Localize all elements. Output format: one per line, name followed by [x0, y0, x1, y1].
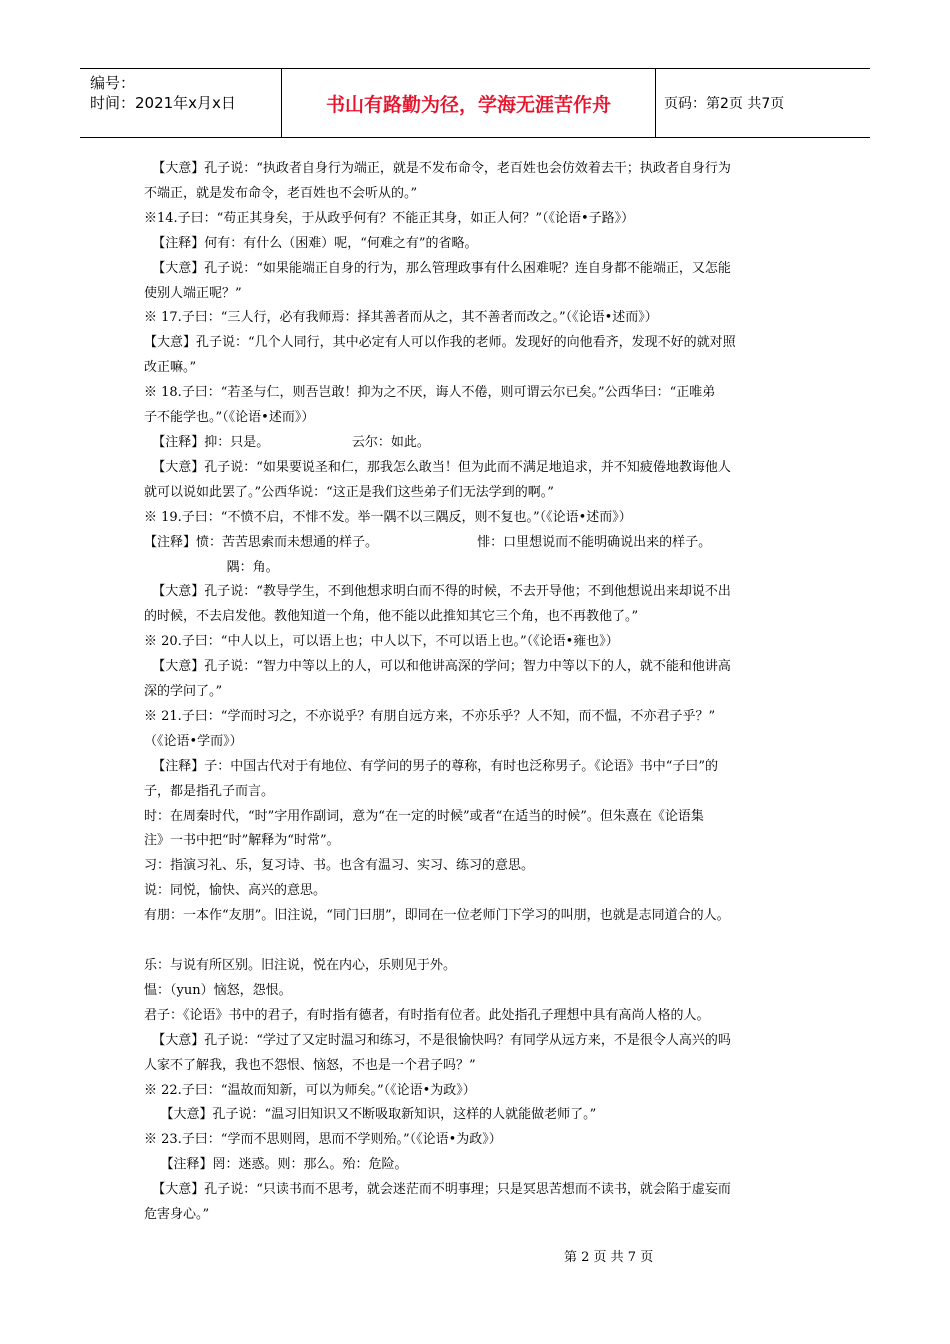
- text-line: ※ 21.子曰：“学而时习之，不亦说乎？有朋自远方来，不亦乐乎？人不知，而不愠，不亦君子乎？”: [144, 708, 716, 724]
- text-line: 就可以说如此罢了。”公西华说：“这正是我们这些弟子们无法学到的啊。”: [144, 484, 554, 500]
- header-motto-cell: [281, 69, 656, 137]
- text-line: 注》一书中把“时”解释为“时常”。: [144, 833, 340, 849]
- text-line: 隅：角。: [144, 559, 279, 575]
- text-line: ※ 23.子曰：“学而不思则罔，思而不学则殆。”（《论语•为政》）: [144, 1132, 502, 1148]
- text-line: 危害身心。”: [144, 1207, 210, 1223]
- text-line: 君子：《论语》书中的君子，有时指有德者，有时指有位者。此处指孔子理想中具有高尚人格的人。: [144, 1007, 710, 1023]
- text-line: 有朋：一本作“友朋”。旧注说，“同门曰朋”，即同在一位老师门下学习的叫朋，也就是志同道合的人。: [144, 908, 730, 924]
- text-line: 深的学问了。”: [144, 684, 223, 700]
- text-line: ※14.子曰：“苟正其身矣，于从政乎何有？不能正其身，如正人何？”（《论语•子路》）: [144, 210, 635, 226]
- text-line: 【大意】孔子说：“温习旧知识又不断吸取新知识，这样的人就能做老师了。”: [144, 1107, 597, 1123]
- motto: 书山有路勤为径，学海无涯苦作舟: [325, 93, 611, 116]
- text-line: 子不能学也。”（《论语•述而》）: [144, 410, 315, 426]
- text-line: 【大意】孔子说：“学过了又定时温习和练习，不是很愉快吗？有同学从远方来，不是很令人高兴的吗: [144, 1032, 731, 1048]
- text-line: 改正嘛。”: [144, 360, 197, 376]
- text-line: 使别人端正呢？”: [144, 285, 242, 301]
- text-line: 【注释】罔：迷惑。则：那么。殆：危险。: [144, 1157, 408, 1173]
- text-line: 说：同悦，愉快、高兴的意思。: [144, 883, 327, 899]
- text-line: ※ 20.子曰：“中人以上，可以语上也；中人以下，不可以语上也。”（《论语•雍也》）: [144, 634, 619, 650]
- text-line: （《论语•学而》）: [144, 733, 243, 749]
- text-line: 愠：（yun）恼怒，怨恨。: [144, 982, 292, 998]
- text-line: 【大意】孔子说：“执政者自身行为端正，就是不发布命令，老百姓也会仿效着去干；执政者自身行为: [144, 161, 731, 176]
- text-line: 【注释】子：中国古代对于有地位、有学问的男子的尊称，有时也泛称男子。《论语》书中“子曰”的: [144, 758, 719, 774]
- text-line: 【大意】孔子说：“智力中等以上的人，可以和他讲高深的学问；智力中等以下的人，就不能和他讲高: [144, 659, 731, 675]
- text-line: [144, 929, 820, 954]
- text-line: 【大意】孔子说：“如果能端正自身的行为，那么管理政事有什么困难呢？连自身都不能端正，又怎能: [144, 260, 731, 276]
- page-header: [80, 68, 870, 138]
- text-line: ※ 22.子曰：“温故而知新，可以为师矣。”（《论语•为政》）: [144, 1082, 476, 1098]
- text-line: ※ 18.子曰：“若圣与仁，则吾岂敢！抑为之不厌，诲人不倦，则可谓云尔已矣。”公西华曰：“正唯弟: [144, 385, 716, 401]
- text-line: 时：在周秦时代，“时”字用作副词，意为“在一定的时候”或者“在适当的时候”。但朱熹在《论语集: [144, 808, 704, 824]
- text-line: 人家不了解我，我也不怨恨、恼怒，不也是一个君子吗？”: [144, 1057, 476, 1073]
- footer-page-number: 第 2 页 共 7 页: [564, 1250, 654, 1265]
- text-line: ※ 19.子曰：“不愤不启，不悱不发。举一隅不以三隅反，则不复也。”（《论语•述而》）: [144, 509, 632, 525]
- text-line: 的时候，不去启发他。教他知道一个角，他不能以此推知其它三个角，也不再教他了。”: [144, 609, 639, 625]
- text-line: 【大意】孔子说：“如果要说圣和仁，那我怎么敢当！但为此而不满足地追求，并不知疲倦地教诲他人: [144, 459, 731, 475]
- text-line: 不端正，就是发布命令，老百姓也不会听从的。”: [144, 185, 418, 201]
- header-page-cell: [656, 69, 870, 137]
- date-label: 时间：2021年x月x日: [90, 94, 236, 112]
- text-line: 乐：与说有所区别。旧注说，悦在内心，乐则见于外。: [144, 957, 457, 973]
- text-line: 【大意】孔子说：“几个人同行，其中必定有人可以作我的老师。发现好的向他看齐，发现不好的就对照: [144, 335, 736, 351]
- header-meta: [80, 69, 280, 137]
- text-line: 【注释】何有：有什么（困难）呢，“何难之有”的省略。: [144, 235, 478, 251]
- document-body: [144, 157, 820, 1228]
- text-line: 习：指演习礼、乐，复习诗、书。也含有温习、实习、练习的意思。: [144, 858, 535, 874]
- page-label: 页码：第2页 共7页: [664, 96, 785, 112]
- text-line: 【注释】愤：苦苦思索而未想通的样子。 悱：口里想说而不能明确说出来的样子。: [144, 534, 712, 550]
- text-line: 【大意】孔子说：“教导学生，不到他想求明白而不得的时候，不去开导他；不到他想说出来却说不出: [144, 584, 731, 600]
- text-line: 【注释】抑：只是。 云尔：如此。: [144, 434, 430, 450]
- number-label: 编号：: [90, 74, 136, 92]
- text-line: ※ 17.子曰：“三人行，必有我师焉：择其善者而从之，其不善者而改之。”（《论语•述而》）: [144, 310, 658, 326]
- text-line: 【大意】孔子说：“只读书而不思考，就会迷茫而不明事理；只是冥思苦想而不读书，就会陷于虚妄而: [144, 1182, 731, 1198]
- text-line: 子，都是指孔子而言。: [144, 783, 275, 799]
